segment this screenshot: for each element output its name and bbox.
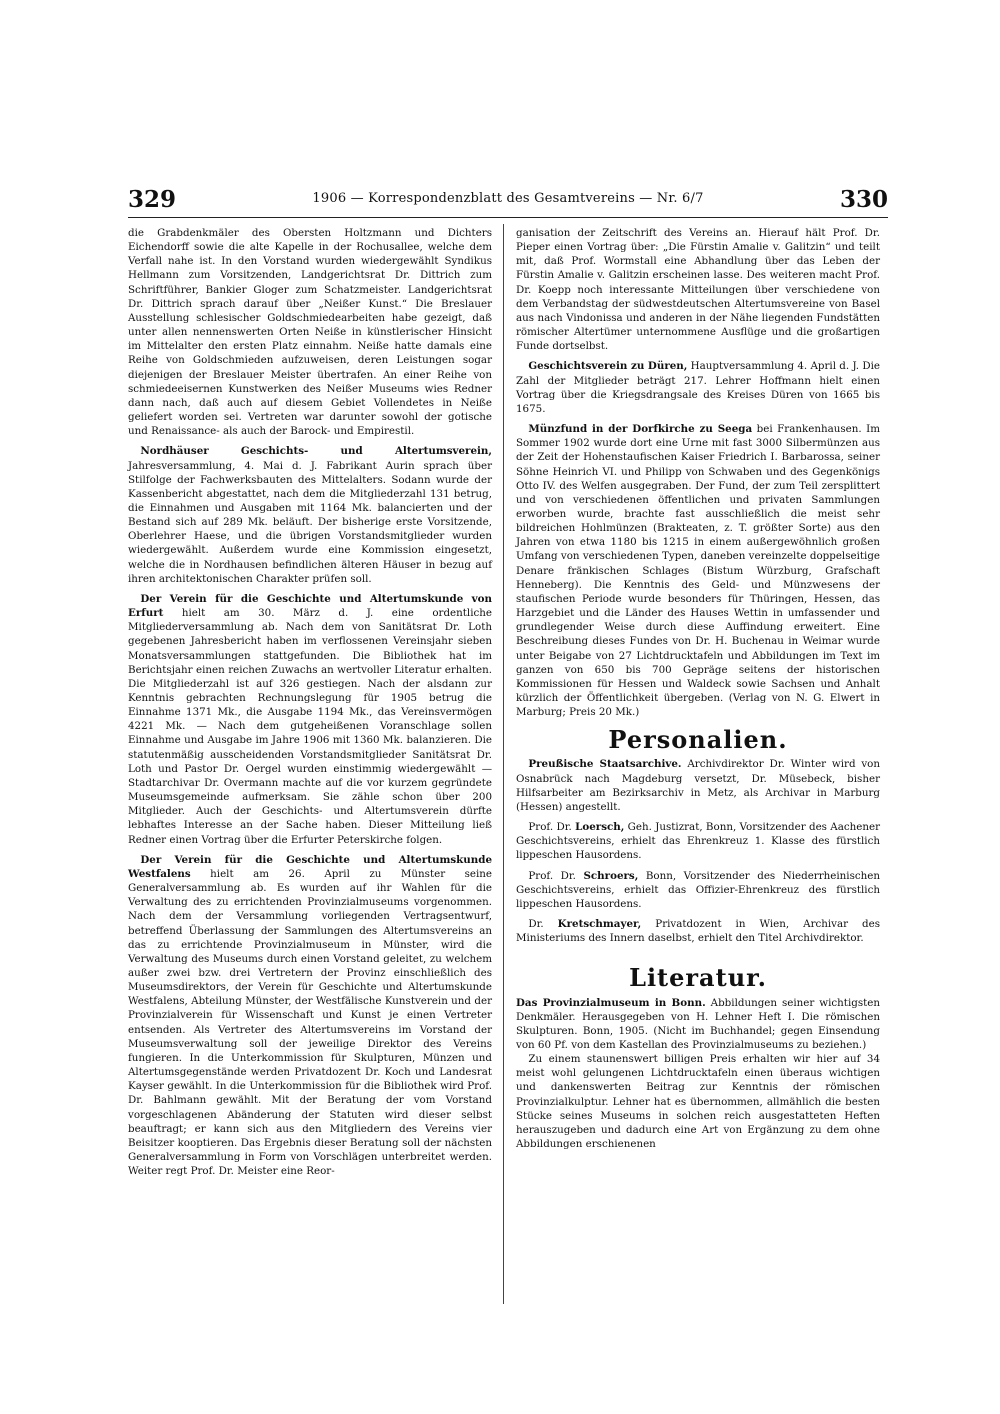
- paragraph-heading: Münzfund in der Dorfkirche zu Seega: [528, 423, 753, 436]
- paragraph: [516, 820, 880, 862]
- left-column: [128, 226, 492, 1178]
- paragraph-text: hielt am 30. März d. J. eine ordentliche Mitgliederversammlung ab. Nach dem von Sanitätsrat Dr. Loth gegebenen Jahresbericht haben im verflossenen Vereinsjahr sieben Monatsversammlungen stattgefunden. Die Bibliothek hat im Berichtsjahr einen reichen Zuwachs an wertvoller Literatur erhalten. Die Mitgliederzahl ist auf 326 gestiegen. Nach der alsdann zur Kenntnis gebrachten Rechnungslegung für 1905 betrug die Einnahme 1371 Mk., die Ausgabe 1194 Mk., das Vereinsvermögen 4221 Mk. — Nach dem gutgeheißenen Voranschlage sollen Einnahme und Ausgabe im Jahre 1906 mit 1360 Mk. balanzieren. Die statutenmäßig ausscheidenden Vorstandsmitglieder Sanitätsrat Dr. Loth und Pastor Dr. Oergel wurden einstimmig wiedergewählt — Stadtarchivar Dr. Overmann machte auf die vor kurzem gegründete Museumsgemeinde aufmerksam. Sie zähle schon über 200 Mitglieder. Auch der Geschichts- und Altertumsverein dürfte lebhaftes Interesse an der Sache haben. Dieser Mitteilung ließ Redner einen Vortrag über die Erfurter Peterskirche folgen.: [128, 607, 492, 846]
- paragraph-heading: Geschichtsverein zu Düren,: [528, 360, 688, 373]
- paragraph: [128, 592, 492, 847]
- paragraph: [516, 996, 880, 1053]
- page-header: [128, 186, 888, 216]
- paragraph-prefix: Prof. Dr.: [528, 869, 584, 882]
- paragraph: ganisation der Zeitschrift des Vereins an. Hierauf hält Prof. Dr. Pieper einen Vortrag über: „Die Fürstin Amalie v. Galitzin“ und teilt mit, daß Prof. Wormstall eine Abhandlung über das Leben der Fürstin Amalie v. Galitzin erscheinen lasse. Des weiteren macht Prof. Dr. Koepp noch interessante Mitteilungen über verschiedene von dem Verbandstag der südwestdeutschen Altertumsvereine von Basel aus nach Vindonissa und anderen in der Nähe liegenden Fundstätten römischer Altertümer unternommene Ausflüge und die großartigen Funde dortselbst.: [516, 227, 880, 353]
- paragraph-prefix: Dr.: [528, 918, 558, 931]
- right-page-number: 330: [839, 186, 888, 213]
- paragraph: [128, 444, 492, 586]
- paragraph-heading: Nordhäuser Geschichts- und Altertumsverein,: [140, 445, 492, 458]
- section-heading-literatur: Literatur.: [629, 963, 767, 993]
- paragraph-heading: Kretschmayer,: [557, 918, 642, 931]
- running-title: 1906 — Korrespondenzblatt des Gesamtvereins — Nr. 6/7: [312, 191, 704, 206]
- column-divider: [503, 224, 504, 1304]
- paragraph-text: Bonn, Vorsitzender des Niederrheinischen Geschichtsvereins, erhielt das Offizier-Ehrenkreuz des fürstlich lippeschen Hausordens.: [516, 869, 880, 910]
- paragraph-heading: Loersch,: [575, 821, 625, 834]
- header-rule: [128, 217, 888, 218]
- paragraph-text: hielt am 26. April zu Münster seine Generalversammlung ab. Es wurden auf ihr Wahlen für die Verwaltung des zu errichtenden Provinzialmuseums vorgenommen. Nach dem der Versammlung vorliegenden Vertragsentwurf, betreffend Überlassung der Sammlungen des Altertumsvereins an das zu errichtende Provinzialmuseum in Münster, wird die Verwaltung des Museums durch einen Vorstand geleitet, zu welchem außer zwei bzw. drei Vertretern der Provinz einschließlich des Museumsdirektors, der Verein für Geschichte und Altertumskunde Westfalens, Abteilung Münster, der Westfälische Kunstverein und der Provinzialverein für Wissenschaft und Kunst je einen Vertreter entsenden. Als Vertreter des Altertumsvereins im Vorstand der Museumsverwaltung soll der jeweilige Direktor des Vereins fungieren. In die Unterkommission für Skulpturen, Münzen und Altertumsgegenstände werden Privatdozent Dr. Koch und Landesrat Kayser gewählt. In die Unterkommission für die Bibliothek wird Prof. Dr. Bahlmann gewählt. Mit der Beratung der vom Vorstand vorgeschlagenen Abänderung der Statuten wird dieser selbst beauftragt; er kann sich aus den Mitgliedern des Vereins vier Beisitzer kooptieren. Das Ergebnis dieser Beratung soll der nächsten Generalversammlung in Form von Vorschlägen unterbreitet werden. Weiter regt Prof. Dr. Meister eine Reor-: [128, 867, 492, 1178]
- paragraph-text: Privatdozent in Wien, Archivar des Ministeriums des Innern daselbst, erhielt den Titel Archivdirektor.: [516, 918, 881, 945]
- paragraph: [516, 422, 880, 719]
- paragraph: [516, 869, 880, 911]
- paragraph-text: Hauptversammlung 4. April d. J. Die Zahl der Mitglieder beträgt 217. Lehrer Hoffmann hielt einen Vortrag über die Kriegsdrangsale des Kreises Düren von 1665 bis 1675.: [516, 360, 880, 415]
- paragraph: [128, 853, 492, 1179]
- section-heading-personalien: Personalien.: [608, 725, 788, 755]
- paragraph: die Grabdenkmäler des Obersten Holtzmann und Dichters Eichendorff sowie die alte Kapelle in der Rochusallee, welche dem Verfall nahe ist. In den Vorstand wurden wiedergewählt Syndikus Hellmann zum Vorsitzenden, Landgerichtsrat Dr. Dittrich zum Schriftführer, Bankier Gloger zum Schatzmeister. Landgerichtsrat Dr. Dittrich sprach darauf über „Neißer Kunst.“ Die Breslauer Ausstellung schlesischer Goldschmiedearbeiten habe gezeigt, daß unter allen nennenswerten Orten Neiße in künstlerischer Hinsicht im Mittelalter den ersten Platz einnahm. Neiße hatte damals eine Reihe von Goldschmieden aufzuweisen, deren Leistungen sogar diejenigen der Breslauer Meister übertrafen. An einer Reihe von schmiedeeisernen Kunstwerken des Neißer Museums wies Redner dann nach, daß auch auf diesem Gebiet Vollendetes in Neiße geliefert worden sei. Vertreten war darunter sowohl der gotische und Renaissance- als auch der Barock- und Empirestil.: [128, 227, 492, 438]
- paragraph-text: Geh. Justizrat, Bonn, Vorsitzender des Aachener Geschichtsvereins, erhielt das Ehrenkreuz 1. Klasse des fürstlich lippeschen Hausordens.: [516, 821, 880, 862]
- paragraph-text: bei Frankenhausen. Im Sommer 1902 wurde dort eine Urne mit fast 3000 Silbermünzen aus der Zeit der Hohenstaufischen Kaiser Friedrich I. Barbarossa, seiner Söhne Heinrich VI. und Philipp von Schwaben und des Gegenkönigs Otto IV. des Welfen ausgegraben. Der Fund, der zum Teil zersplittert und von verschiedenen öffentlichen und privaten Sammlungen erworben wurde, brachte fast ausschließlich die meist sehr bildreichen Hohlmünzen (Brakteaten, z. T. größter Sorte) aus den Jahren von etwa 1180 bis 1215 in einem außergewöhnlich großen Umfang von verschiedenen Typen, daneben vereinzelte doppelseitige Denare fränkischen Schlages (Bistum Würzburg, Grafschaft Henneberg). Die Kenntnis des Geld- und Münzwesens der staufischen Periode wurde besonders für Thüringen, Hessen, das Harzgebiet und die Länder des Hauses Wettin in umfassender und grundlegender Weise durch diese Auffindung erweitert. Eine Beschreibung dieses Fundes von Dr. H. Buchenau in Weimar wurde unter Beigabe von 27 Lichtdrucktafeln und Abbildungen im Text im ganzen von 650 bis 700 Gepräge seitens der historischen Kommissionen für Hessen und Waldeck sowie Sachsen und Anhalt kürzlich der Öffentlichkeit übergeben. (Verlag von N. G. Elwert in Marburg; Preis 20 Mk.): [516, 423, 880, 719]
- paragraph-prefix: Prof. Dr.: [528, 821, 576, 834]
- paragraph-text: Abbildungen seiner wichtigsten Denkmäler. Herausgegeben von H. Lehner Heft I. Die römischen Skulpturen. Bonn, 1905. (Nicht im Buchhandel; gegen Einsendung von 60 Pf. von dem Kastellan des Provinzialmuseums zu beziehen.): [516, 996, 880, 1051]
- left-page-number: 329: [128, 186, 177, 213]
- right-column: [516, 226, 880, 1151]
- paragraph-heading: Der Verein für die Geschichte und Altertumskunde von Erfurt: [128, 592, 492, 620]
- paragraph: [516, 757, 880, 814]
- paragraph-text: Jahresversammlung, 4. Mai d. J. Fabrikant Aurin sprach über Stilfolge der Fachwerksbauten des Mittelalters. Sodann wurde der Kassenbericht abgestattet, nach dem die Mitgliederzahl 131 betrug, die Einnahmen und Ausgaben mit 1164 Mk. balancierten und der Bestand sich auf 289 Mk. beläuft. Der bisherige erste Vorsitzende, Oberlehrer Haese, und die übrigen Vorstandsmitglieder wurden wiedergewählt. Außerdem wurde eine Kommission eingesetzt, welche die in Nordhausen befindlichen älteren Häuser in bezug auf ihren architektonischen Charakter prüfen soll.: [128, 459, 492, 585]
- paragraph-heading: Das Provinzialmuseum in Bonn.: [516, 996, 706, 1009]
- paragraph: Zu einem staunenswert billigen Preis erhalten wir hier auf 34 meist wohl gelungenen Lichtdrucktafeln einen überaus wichtigen und dankenswerten Beitrag zur Kenntnis der römischen Provinzialkulptur. Lehner hat es übernommen, allmählich die besten Stücke seines Museums in solchen reich ausgestatteten Heften herauszugeben und dadurch eine Art von Ergänzung zu dem ohne Abbildungen erschienenen: [516, 1053, 880, 1151]
- paragraph-heading: Preußische Staatsarchive.: [528, 758, 682, 771]
- paragraph-heading: Schroers,: [583, 869, 639, 882]
- paragraph: [516, 917, 880, 945]
- paragraph-heading: Der Verein für die Geschichte und Altertumskunde Westfalens: [128, 853, 492, 880]
- paragraph-text: Archivdirektor Dr. Winter wird von Osnabrück nach Magdeburg versetzt, Dr. Müsebeck, bisher Hilfsarbeiter am Bezirksarchiv in Metz, als Archivar in Marburg (Hessen) angestellt.: [516, 758, 881, 813]
- paragraph: [516, 359, 880, 416]
